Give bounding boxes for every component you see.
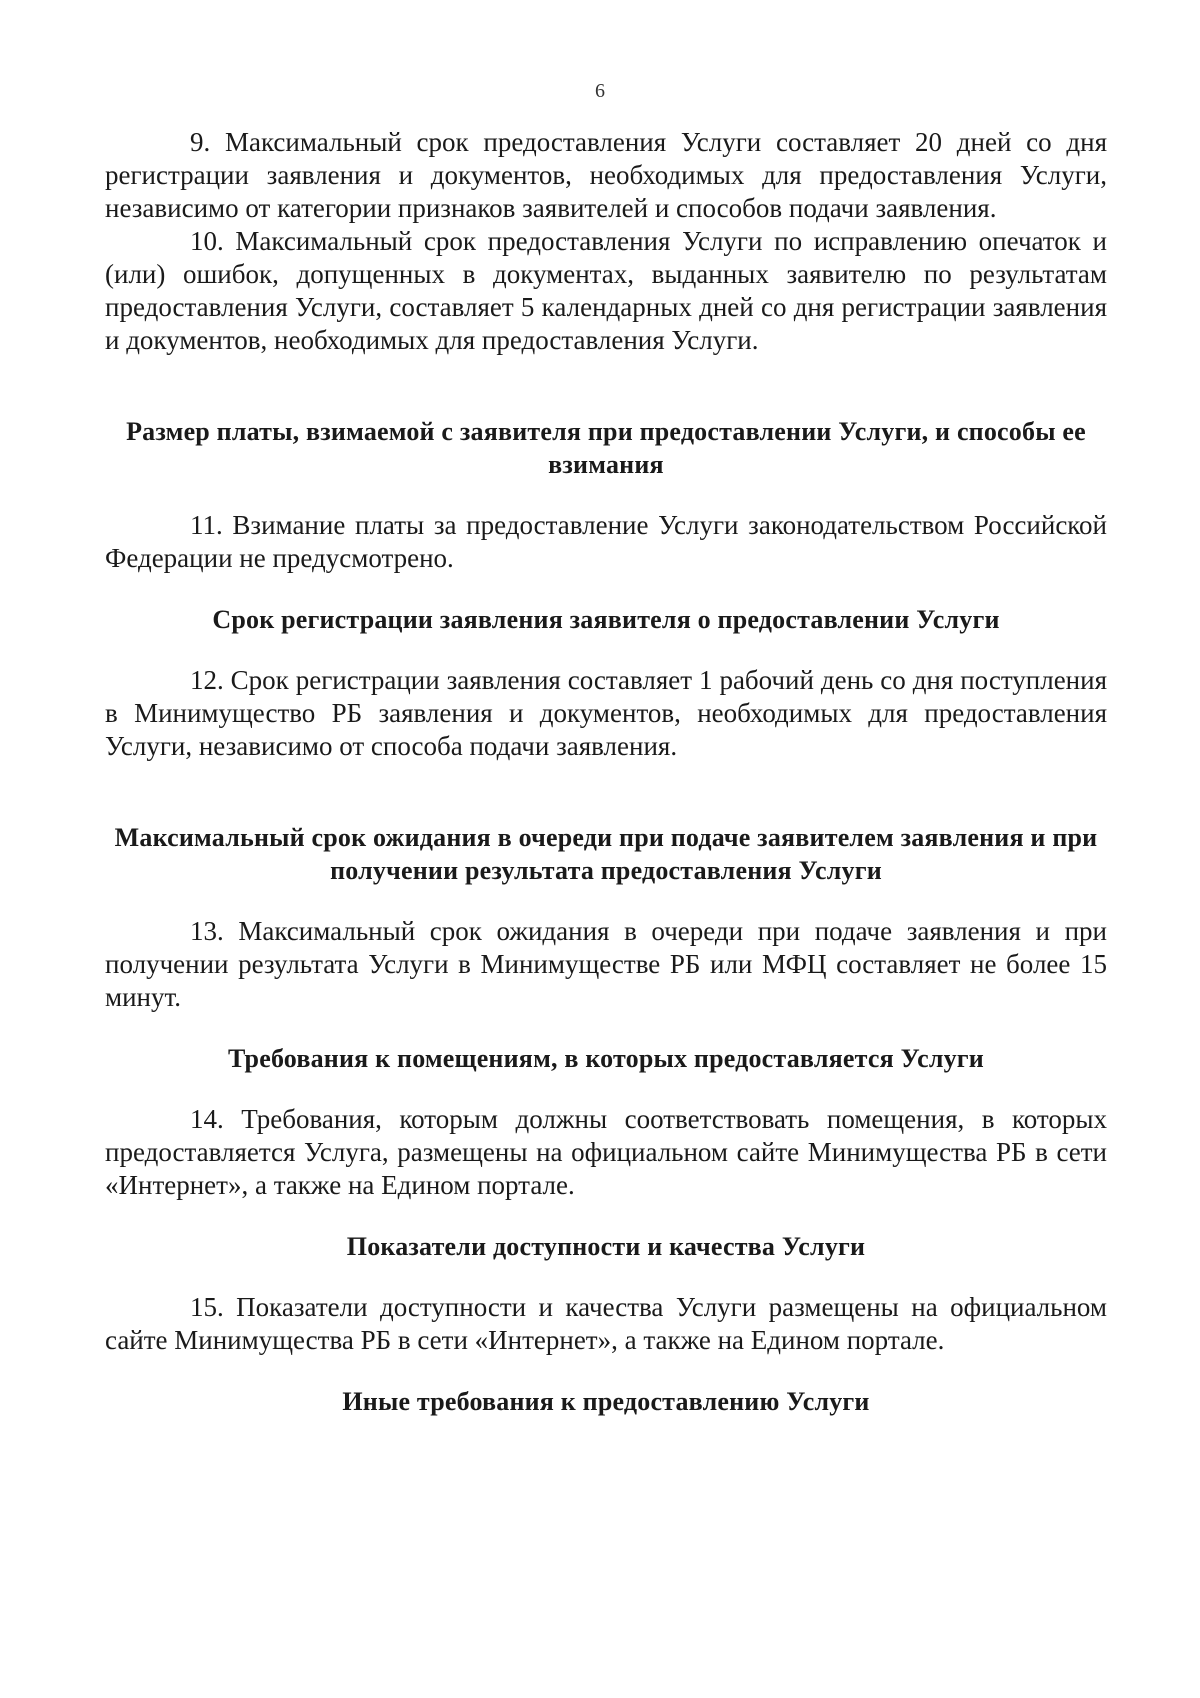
paragraph-13: 13. Максимальный срок ожидания в очереди при подаче заявления и при получении результата Услуги в Минимуществе РБ или МФЦ составляет не более 15 минут. <box>105 916 1107 1012</box>
document-body <box>105 126 1107 1418</box>
heading-quality: Показатели доступности и качества Услуги <box>346 1232 866 1261</box>
heading-registration: Срок регистрации заявления заявителя о предоставлении Услуги <box>212 605 1000 634</box>
paragraph-11: 11. Взимание платы за предоставление Услуги законодательством Российской Федерации не предусмотрено. <box>105 510 1107 573</box>
paragraph-15: 15. Показатели доступности и качества Услуги размещены на официальном сайте Минимущества РБ в сети «Интернет», а также на Едином портале. <box>105 1292 1107 1355</box>
heading-queue: Максимальный срок ожидания в очереди при подаче заявителем заявления и при получении результата предоставления Услуги <box>114 823 1098 885</box>
heading-premises: Требования к помещениям, в которых предоставляется Услуги <box>228 1044 984 1073</box>
heading-other: Иные требования к предоставлению Услуги <box>342 1387 870 1416</box>
paragraph-9: 9. Максимальный срок предоставления Услуги составляет 20 дней со дня регистрации заявления и документов, необходимых для предоставления Услуги, независимо от категории признаков заявителей и способов подачи заявления. <box>105 127 1107 223</box>
paragraph-12: 12. Срок регистрации заявления составляет 1 рабочий день со дня поступления в Минимущество РБ заявления и документов, необходимых для предоставления Услуги, независимо от способа подачи заявления. <box>105 665 1107 761</box>
paragraph-14: 14. Требования, которым должны соответствовать помещения, в которых предоставляется Услуга, размещены на официальном сайте Минимущества РБ в сети «Интернет», а также на Едином портале. <box>105 1104 1107 1200</box>
page-number: 6 <box>595 80 605 102</box>
heading-fee: Размер платы, взимаемой с заявителя при предоставлении Услуги, и способы ее взимания <box>126 417 1086 479</box>
paragraph-10: 10. Максимальный срок предоставления Услуги по исправлению опечаток и (или) ошибок, допущенных в документах, выданных заявителю по результатам предоставления Услуги, составляет 5 календарных дней со дня регистрации заявления и документов, необходимых для предоставления Услуги. <box>105 226 1107 355</box>
